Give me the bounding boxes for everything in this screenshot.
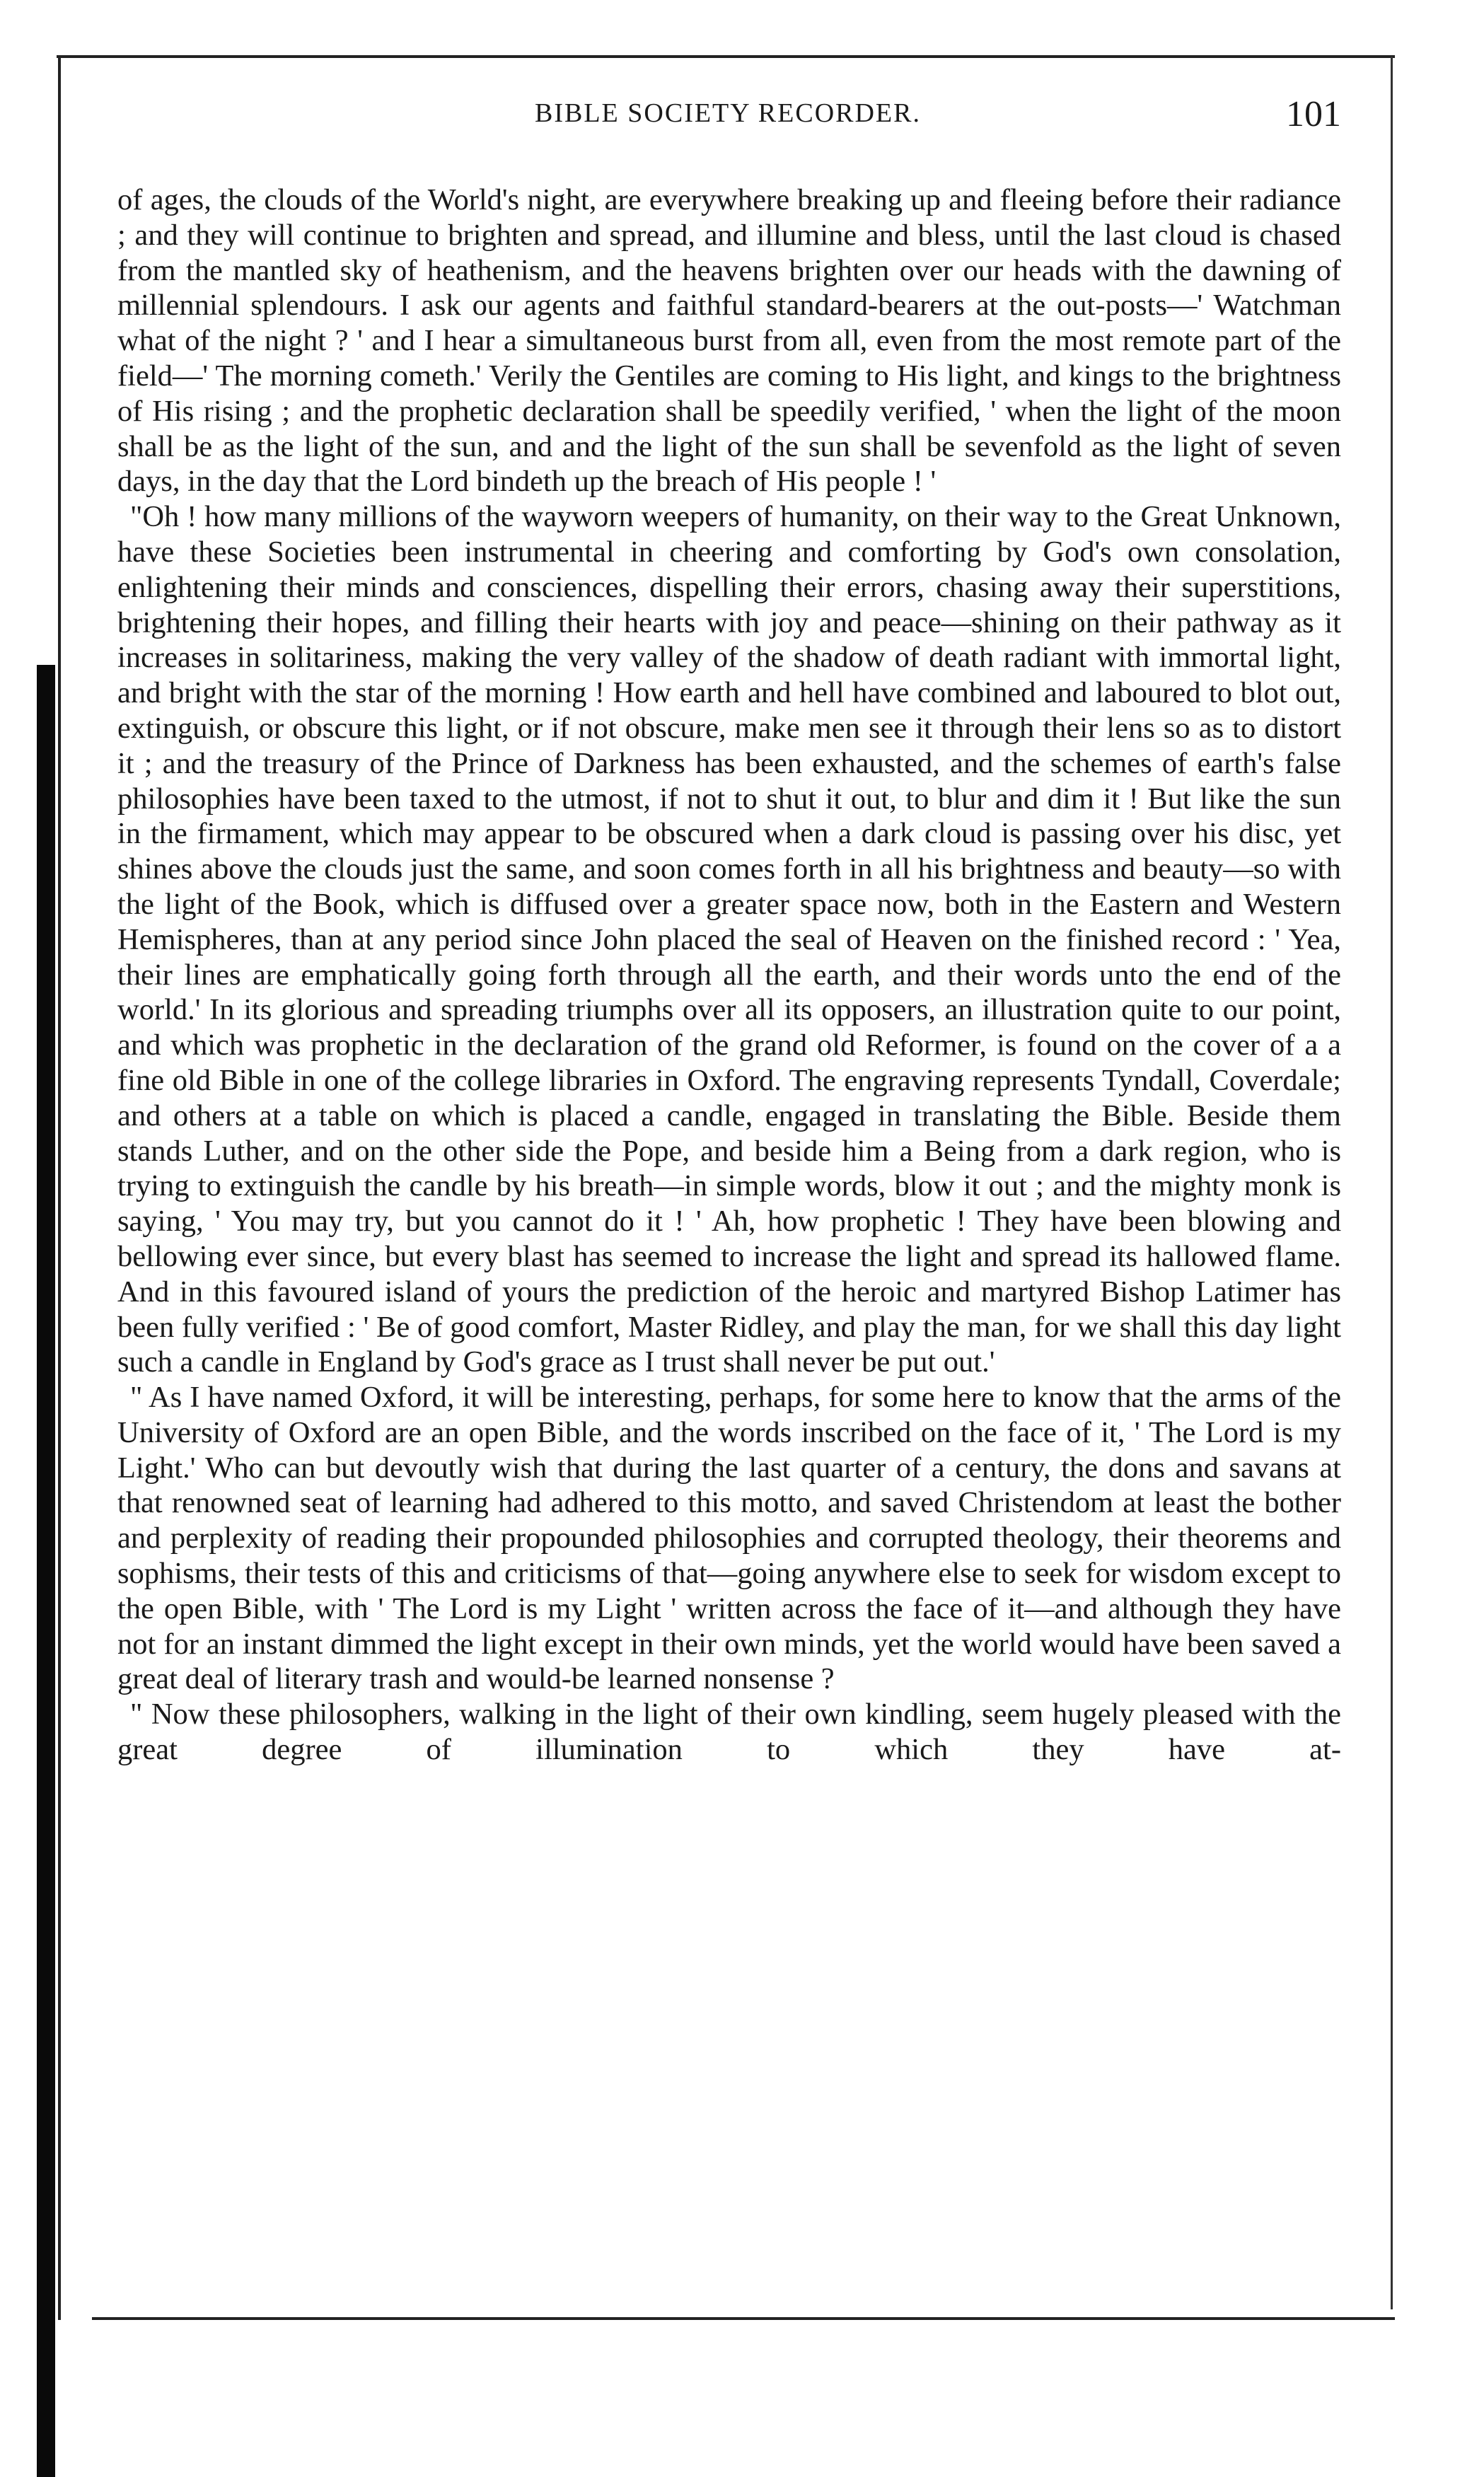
right-border-rule — [1391, 57, 1393, 2309]
paragraph: " Now these philosophers, walking in the light of their own kindling, seem hugely pleased with the great degree of illumination to which they have at- — [117, 1698, 1341, 1767]
page-number: 101 — [1286, 94, 1341, 134]
top-border-rule — [57, 55, 1395, 58]
paragraph: " As I have named Oxford, it will be interesting, perhaps, for some here to know that the arms of the University of Oxford are an open Bible, and the words inscribed on the face of it, ' The Lord is my Light.' Who can but devoutly wish that during the last quarter of a century, the dons and savans at that renowned seat of learning had adhered to this motto, and saved Christendom at least the bother and perplexity of reading their propounded philosophies and corrupted theology, their theorems and sophisms, their tests of this and criticisms of that—going anywhere else to seek for wisdom except to the open Bible, with ' The Lord is my Light ' written across the face of it—and although they have not for an instant dimmed the light except in their own minds, yet the world would have been saved a great deal of literary trash and would-be learned nonsense ? — [117, 1381, 1341, 1696]
running-head: BIBLE SOCIETY RECORDER. — [535, 98, 921, 128]
page-header — [115, 93, 1341, 143]
left-border-rule — [58, 57, 61, 2320]
bottom-border-rule — [92, 2317, 1395, 2320]
paragraph: "Oh ! how many millions of the wayworn weepers of humanity, on their way to the Great Unknown, have these Societies been instrumental in cheering and comforting by God's own consolation, enlightening their minds and consciences, dispelling their errors, chasing away their superstitions, brightening their hopes, and filling their hearts with joy and peace—shining on their pathway as it increases in solitariness, making the very valley of the shadow of death radiant with immortal light, and bright with the star of the morning ! How earth and hell have combined and laboured to blot out, extinguish, or obscure this light, or if not obscure, make men see it through their lens so as to distort it ; and the treasury of the Prince of Darkness has been exhausted, and the schemes of earth's false philosophies have been taxed to the utmost, if not to shut it out, to blur and dim it ! But like the sun in the firmament, which may appear to be obscured when a dark cloud is passing over his disc, yet shines above the clouds just the same, and soon comes forth in all his brightness and beauty—so with the light of the Book, which is diffused over a greater space now, both in the Eastern and Western Hemispheres, than at any period since John placed the seal of Heaven on the finished record : ' Yea, their lines are emphatically going forth through all the earth, and their words unto the end of the world.' In its glorious and spreading triumphs over all its opposers, an illustration quite to our point, and which was prophetic in the declaration of the grand old Reformer, is found on the cover of a a fine old Bible in one of the college libraries in Oxford. The engraving represents Tyndall, Coverdale; and others at a table on which is placed a candle, engaged in translating the Bible. Beside them stands Luther, and on the other side the Pope, and beside him a Being from a dark region, who is trying to extinguish the candle by his breath—in simple words, blow it out ; and the mighty monk is saying, ' You may try, but you cannot do it ! ' Ah, how prophetic ! They have been blowing and bellowing ever since, but every blast has seemed to increase the light and spread its hallowed flame. And in this favoured island of yours the prediction of the heroic and martyred Bishop Latimer has been fully verified : ' Be of good comfort, Master Ridley, and play the man, for we shall this day light such a candle in England by God's grace as I trust shall never be put out.' — [117, 500, 1341, 1379]
body-text — [117, 182, 1341, 1768]
scan-page-edge — [37, 665, 55, 2477]
paragraph: of ages, the clouds of the World's night, are everywhere breaking up and fleeing before their radiance ; and they will continue to brighten and spread, and illumine and bless, until the last cloud is chased from the mantled sky of heathenism, and the heavens brighten over our heads with the dawning of millennial splendours. I ask our agents and faithful standard-bearers at the out-posts—' Watchman what of the night ? ' and I hear a simultaneous burst from all, even from the most remote part of the field—' The morning cometh.' Verily the Gentiles are coming to His light, and kings to the brightness of His rising ; and the prophetic declaration shall be speedily verified, ' when the light of the moon shall be as the light of the sun, and and the light of the sun shall be sevenfold as the light of seven days, in the day that the Lord bindeth up the breach of His people ! ' — [117, 183, 1341, 499]
